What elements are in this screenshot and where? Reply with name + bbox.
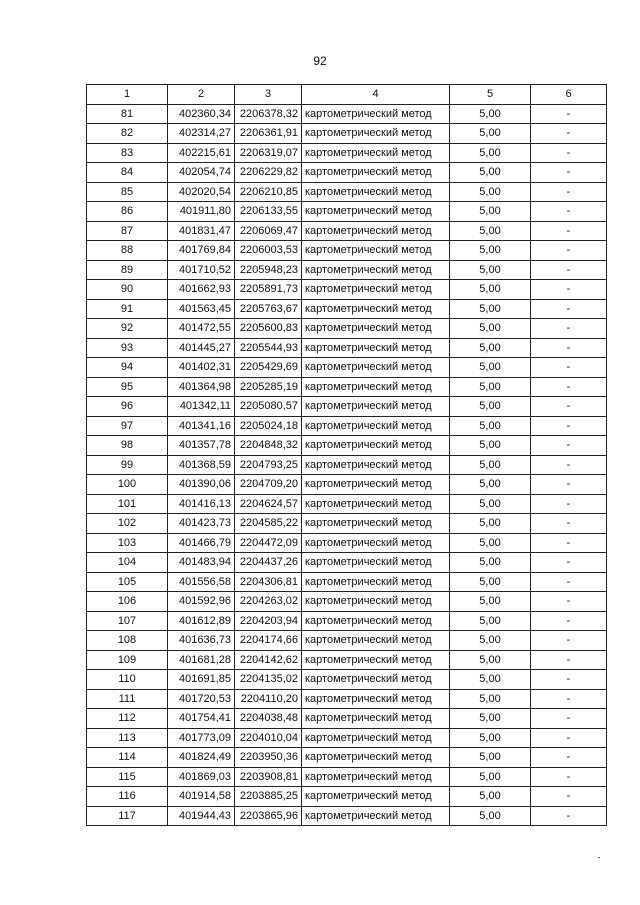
method-cell: картометрический метод <box>302 241 450 261</box>
point-number-cell: 111 <box>87 689 168 709</box>
x-coordinate-cell: 401914,58 <box>168 787 235 807</box>
table-row <box>87 553 607 573</box>
x-coordinate-cell: 401402,31 <box>168 358 235 378</box>
x-coordinate-cell: 401556,58 <box>168 572 235 592</box>
x-coordinate-cell: 402215,61 <box>168 143 235 163</box>
table-row <box>87 533 607 553</box>
method-cell: картометрический метод <box>302 455 450 475</box>
note-cell: - <box>531 553 607 573</box>
method-cell: картометрический метод <box>302 397 450 417</box>
method-cell: картометрический метод <box>302 631 450 651</box>
accuracy-cell: 5,00 <box>450 143 531 163</box>
table-row <box>87 787 607 807</box>
note-cell: - <box>531 143 607 163</box>
method-cell: картометрический метод <box>302 611 450 631</box>
y-coordinate-cell: 2204263,02 <box>235 592 302 612</box>
table-row <box>87 436 607 456</box>
page-number: 92 <box>313 54 327 68</box>
point-number-cell: 112 <box>87 709 168 729</box>
point-number-cell: 85 <box>87 182 168 202</box>
y-coordinate-cell: 2204437,26 <box>235 553 302 573</box>
point-number-cell: 96 <box>87 397 168 417</box>
point-number-cell: 110 <box>87 670 168 690</box>
table-row <box>87 104 607 124</box>
accuracy-cell: 5,00 <box>450 241 531 261</box>
note-cell: - <box>531 260 607 280</box>
method-cell: картометрический метод <box>302 202 450 222</box>
table-row <box>87 650 607 670</box>
x-coordinate-cell: 401720,53 <box>168 689 235 709</box>
method-cell: картометрический метод <box>302 104 450 124</box>
point-number-cell: 114 <box>87 748 168 768</box>
x-coordinate-cell: 401423,73 <box>168 514 235 534</box>
accuracy-cell: 5,00 <box>450 358 531 378</box>
x-coordinate-cell: 401472,55 <box>168 319 235 339</box>
method-cell: картометрический метод <box>302 124 450 144</box>
y-coordinate-cell: 2206229,82 <box>235 163 302 183</box>
x-coordinate-cell: 401368,59 <box>168 455 235 475</box>
x-coordinate-cell: 401944,43 <box>168 806 235 826</box>
x-coordinate-cell: 402054,74 <box>168 163 235 183</box>
table-row <box>87 514 607 534</box>
accuracy-cell: 5,00 <box>450 572 531 592</box>
accuracy-cell: 5,00 <box>450 709 531 729</box>
note-cell: - <box>531 689 607 709</box>
header-cell-3: 3 <box>235 85 302 105</box>
method-cell: картометрический метод <box>302 514 450 534</box>
note-cell: - <box>531 592 607 612</box>
accuracy-cell: 5,00 <box>450 787 531 807</box>
table-row <box>87 572 607 592</box>
point-number-cell: 86 <box>87 202 168 222</box>
table-row <box>87 475 607 495</box>
method-cell: картометрический метод <box>302 728 450 748</box>
accuracy-cell: 5,00 <box>450 455 531 475</box>
scan-dot <box>598 857 600 858</box>
point-number-cell: 84 <box>87 163 168 183</box>
method-cell: картометрический метод <box>302 338 450 358</box>
y-coordinate-cell: 2205080,57 <box>235 397 302 417</box>
x-coordinate-cell: 401869,03 <box>168 767 235 787</box>
table-row <box>87 358 607 378</box>
accuracy-cell: 5,00 <box>450 397 531 417</box>
note-cell: - <box>531 377 607 397</box>
method-cell: картометрический метод <box>302 143 450 163</box>
y-coordinate-cell: 2206069,47 <box>235 221 302 241</box>
x-coordinate-cell: 401592,96 <box>168 592 235 612</box>
accuracy-cell: 5,00 <box>450 104 531 124</box>
note-cell: - <box>531 163 607 183</box>
x-coordinate-cell: 401364,98 <box>168 377 235 397</box>
note-cell: - <box>531 514 607 534</box>
accuracy-cell: 5,00 <box>450 650 531 670</box>
point-number-cell: 88 <box>87 241 168 261</box>
accuracy-cell: 5,00 <box>450 436 531 456</box>
note-cell: - <box>531 455 607 475</box>
x-coordinate-cell: 401357,78 <box>168 436 235 456</box>
table-body <box>87 104 607 826</box>
x-coordinate-cell: 401341,16 <box>168 416 235 436</box>
table-row <box>87 124 607 144</box>
x-coordinate-cell: 402314,27 <box>168 124 235 144</box>
y-coordinate-cell: 2204793,25 <box>235 455 302 475</box>
note-cell: - <box>531 787 607 807</box>
table-row <box>87 631 607 651</box>
accuracy-cell: 5,00 <box>450 670 531 690</box>
note-cell: - <box>531 806 607 826</box>
point-number-cell: 105 <box>87 572 168 592</box>
method-cell: картометрический метод <box>302 553 450 573</box>
method-cell: картометрический метод <box>302 280 450 300</box>
note-cell: - <box>531 709 607 729</box>
x-coordinate-cell: 402020,54 <box>168 182 235 202</box>
accuracy-cell: 5,00 <box>450 260 531 280</box>
accuracy-cell: 5,00 <box>450 514 531 534</box>
table-row <box>87 806 607 826</box>
accuracy-cell: 5,00 <box>450 806 531 826</box>
method-cell: картометрический метод <box>302 650 450 670</box>
accuracy-cell: 5,00 <box>450 689 531 709</box>
accuracy-cell: 5,00 <box>450 475 531 495</box>
table-row <box>87 397 607 417</box>
point-number-cell: 103 <box>87 533 168 553</box>
point-number-cell: 87 <box>87 221 168 241</box>
note-cell: - <box>531 475 607 495</box>
note-cell: - <box>531 436 607 456</box>
x-coordinate-cell: 401773,09 <box>168 728 235 748</box>
accuracy-cell: 5,00 <box>450 319 531 339</box>
table-row <box>87 455 607 475</box>
table-row <box>87 709 607 729</box>
note-cell: - <box>531 416 607 436</box>
y-coordinate-cell: 2204174,66 <box>235 631 302 651</box>
y-coordinate-cell: 2206003,53 <box>235 241 302 261</box>
accuracy-cell: 5,00 <box>450 611 531 631</box>
x-coordinate-cell: 401824,49 <box>168 748 235 768</box>
y-coordinate-cell: 2205948,23 <box>235 260 302 280</box>
table-row <box>87 299 607 319</box>
y-coordinate-cell: 2203950,36 <box>235 748 302 768</box>
note-cell: - <box>531 670 607 690</box>
point-number-cell: 100 <box>87 475 168 495</box>
point-number-cell: 94 <box>87 358 168 378</box>
note-cell: - <box>531 299 607 319</box>
method-cell: картометрический метод <box>302 709 450 729</box>
note-cell: - <box>531 572 607 592</box>
y-coordinate-cell: 2205429,69 <box>235 358 302 378</box>
y-coordinate-cell: 2205024,18 <box>235 416 302 436</box>
x-coordinate-cell: 401466,79 <box>168 533 235 553</box>
method-cell: картометрический метод <box>302 787 450 807</box>
note-cell: - <box>531 767 607 787</box>
point-number-cell: 117 <box>87 806 168 826</box>
method-cell: картометрический метод <box>302 767 450 787</box>
y-coordinate-cell: 2204110,20 <box>235 689 302 709</box>
accuracy-cell: 5,00 <box>450 494 531 514</box>
y-coordinate-cell: 2203908,81 <box>235 767 302 787</box>
accuracy-cell: 5,00 <box>450 592 531 612</box>
accuracy-cell: 5,00 <box>450 767 531 787</box>
method-cell: картометрический метод <box>302 475 450 495</box>
accuracy-cell: 5,00 <box>450 748 531 768</box>
table-row <box>87 221 607 241</box>
table-row <box>87 241 607 261</box>
accuracy-cell: 5,00 <box>450 553 531 573</box>
y-coordinate-cell: 2206210,85 <box>235 182 302 202</box>
method-cell: картометрический метод <box>302 572 450 592</box>
note-cell: - <box>531 533 607 553</box>
table-row <box>87 338 607 358</box>
table-row <box>87 767 607 787</box>
point-number-cell: 92 <box>87 319 168 339</box>
x-coordinate-cell: 401769,84 <box>168 241 235 261</box>
y-coordinate-cell: 2203865,96 <box>235 806 302 826</box>
y-coordinate-cell: 2203885,25 <box>235 787 302 807</box>
method-cell: картометрический метод <box>302 299 450 319</box>
point-number-cell: 91 <box>87 299 168 319</box>
method-cell: картометрический метод <box>302 689 450 709</box>
note-cell: - <box>531 182 607 202</box>
point-number-cell: 102 <box>87 514 168 534</box>
table-row <box>87 611 607 631</box>
point-number-cell: 99 <box>87 455 168 475</box>
table-row <box>87 163 607 183</box>
note-cell: - <box>531 748 607 768</box>
y-coordinate-cell: 2205285,19 <box>235 377 302 397</box>
x-coordinate-cell: 401612,89 <box>168 611 235 631</box>
point-number-cell: 115 <box>87 767 168 787</box>
point-number-cell: 109 <box>87 650 168 670</box>
note-cell: - <box>531 202 607 222</box>
coordinates-table <box>86 84 607 826</box>
y-coordinate-cell: 2205544,93 <box>235 338 302 358</box>
point-number-cell: 106 <box>87 592 168 612</box>
x-coordinate-cell: 401445,27 <box>168 338 235 358</box>
method-cell: картометрический метод <box>302 533 450 553</box>
note-cell: - <box>531 728 607 748</box>
method-cell: картометрический метод <box>302 163 450 183</box>
table-row <box>87 202 607 222</box>
point-number-cell: 90 <box>87 280 168 300</box>
point-number-cell: 107 <box>87 611 168 631</box>
accuracy-cell: 5,00 <box>450 124 531 144</box>
x-coordinate-cell: 401710,52 <box>168 260 235 280</box>
x-coordinate-cell: 401681,28 <box>168 650 235 670</box>
method-cell: картометрический метод <box>302 260 450 280</box>
point-number-cell: 82 <box>87 124 168 144</box>
table-row <box>87 670 607 690</box>
y-coordinate-cell: 2204624,57 <box>235 494 302 514</box>
note-cell: - <box>531 124 607 144</box>
accuracy-cell: 5,00 <box>450 163 531 183</box>
table-row <box>87 748 607 768</box>
accuracy-cell: 5,00 <box>450 182 531 202</box>
header-cell-5: 5 <box>450 85 531 105</box>
x-coordinate-cell: 401416,13 <box>168 494 235 514</box>
y-coordinate-cell: 2204585,22 <box>235 514 302 534</box>
accuracy-cell: 5,00 <box>450 416 531 436</box>
point-number-cell: 98 <box>87 436 168 456</box>
accuracy-cell: 5,00 <box>450 338 531 358</box>
method-cell: картометрический метод <box>302 436 450 456</box>
point-number-cell: 81 <box>87 104 168 124</box>
x-coordinate-cell: 401563,45 <box>168 299 235 319</box>
note-cell: - <box>531 104 607 124</box>
x-coordinate-cell: 401831,47 <box>168 221 235 241</box>
note-cell: - <box>531 650 607 670</box>
x-coordinate-cell: 401911,80 <box>168 202 235 222</box>
point-number-cell: 97 <box>87 416 168 436</box>
point-number-cell: 95 <box>87 377 168 397</box>
note-cell: - <box>531 241 607 261</box>
note-cell: - <box>531 280 607 300</box>
y-coordinate-cell: 2204848,32 <box>235 436 302 456</box>
y-coordinate-cell: 2205600,83 <box>235 319 302 339</box>
point-number-cell: 93 <box>87 338 168 358</box>
method-cell: картометрический метод <box>302 806 450 826</box>
x-coordinate-cell: 401662,93 <box>168 280 235 300</box>
x-coordinate-cell: 401691,85 <box>168 670 235 690</box>
method-cell: картометрический метод <box>302 358 450 378</box>
y-coordinate-cell: 2206378,32 <box>235 104 302 124</box>
y-coordinate-cell: 2204142,62 <box>235 650 302 670</box>
accuracy-cell: 5,00 <box>450 221 531 241</box>
x-coordinate-cell: 401754,41 <box>168 709 235 729</box>
y-coordinate-cell: 2205891,73 <box>235 280 302 300</box>
table-row <box>87 143 607 163</box>
accuracy-cell: 5,00 <box>450 631 531 651</box>
note-cell: - <box>531 611 607 631</box>
table-row <box>87 280 607 300</box>
y-coordinate-cell: 2204038,48 <box>235 709 302 729</box>
y-coordinate-cell: 2204709,20 <box>235 475 302 495</box>
y-coordinate-cell: 2204306,81 <box>235 572 302 592</box>
x-coordinate-cell: 401390,06 <box>168 475 235 495</box>
point-number-cell: 113 <box>87 728 168 748</box>
y-coordinate-cell: 2206133,55 <box>235 202 302 222</box>
accuracy-cell: 5,00 <box>450 533 531 553</box>
method-cell: картометрический метод <box>302 592 450 612</box>
table-row <box>87 592 607 612</box>
accuracy-cell: 5,00 <box>450 377 531 397</box>
method-cell: картометрический метод <box>302 748 450 768</box>
accuracy-cell: 5,00 <box>450 202 531 222</box>
y-coordinate-cell: 2204135,02 <box>235 670 302 690</box>
table-row <box>87 319 607 339</box>
method-cell: картометрический метод <box>302 221 450 241</box>
note-cell: - <box>531 221 607 241</box>
table-row <box>87 182 607 202</box>
table-row <box>87 728 607 748</box>
y-coordinate-cell: 2204472,09 <box>235 533 302 553</box>
header-cell-4: 4 <box>302 85 450 105</box>
x-coordinate-cell: 401342,11 <box>168 397 235 417</box>
x-coordinate-cell: 401483,94 <box>168 553 235 573</box>
note-cell: - <box>531 358 607 378</box>
note-cell: - <box>531 397 607 417</box>
method-cell: картометрический метод <box>302 319 450 339</box>
point-number-cell: 83 <box>87 143 168 163</box>
table-row <box>87 377 607 397</box>
y-coordinate-cell: 2204203,94 <box>235 611 302 631</box>
y-coordinate-cell: 2204010,04 <box>235 728 302 748</box>
point-number-cell: 89 <box>87 260 168 280</box>
point-number-cell: 116 <box>87 787 168 807</box>
x-coordinate-cell: 401636,73 <box>168 631 235 651</box>
y-coordinate-cell: 2206361,91 <box>235 124 302 144</box>
note-cell: - <box>531 338 607 358</box>
point-number-cell: 101 <box>87 494 168 514</box>
method-cell: картометрический метод <box>302 670 450 690</box>
point-number-cell: 108 <box>87 631 168 651</box>
header-cell-6: 6 <box>531 85 607 105</box>
x-coordinate-cell: 402360,34 <box>168 104 235 124</box>
table-row <box>87 689 607 709</box>
method-cell: картометрический метод <box>302 182 450 202</box>
accuracy-cell: 5,00 <box>450 728 531 748</box>
accuracy-cell: 5,00 <box>450 299 531 319</box>
method-cell: картометрический метод <box>302 377 450 397</box>
header-row <box>87 85 607 105</box>
point-number-cell: 104 <box>87 553 168 573</box>
note-cell: - <box>531 494 607 514</box>
table-row <box>87 494 607 514</box>
table-row <box>87 260 607 280</box>
note-cell: - <box>531 631 607 651</box>
y-coordinate-cell: 2206319,07 <box>235 143 302 163</box>
note-cell: - <box>531 319 607 339</box>
method-cell: картометрический метод <box>302 494 450 514</box>
table-row <box>87 416 607 436</box>
y-coordinate-cell: 2205763,67 <box>235 299 302 319</box>
accuracy-cell: 5,00 <box>450 280 531 300</box>
header-cell-1: 1 <box>87 85 168 105</box>
table-header <box>87 85 607 105</box>
header-cell-2: 2 <box>168 85 235 105</box>
method-cell: картометрический метод <box>302 416 450 436</box>
